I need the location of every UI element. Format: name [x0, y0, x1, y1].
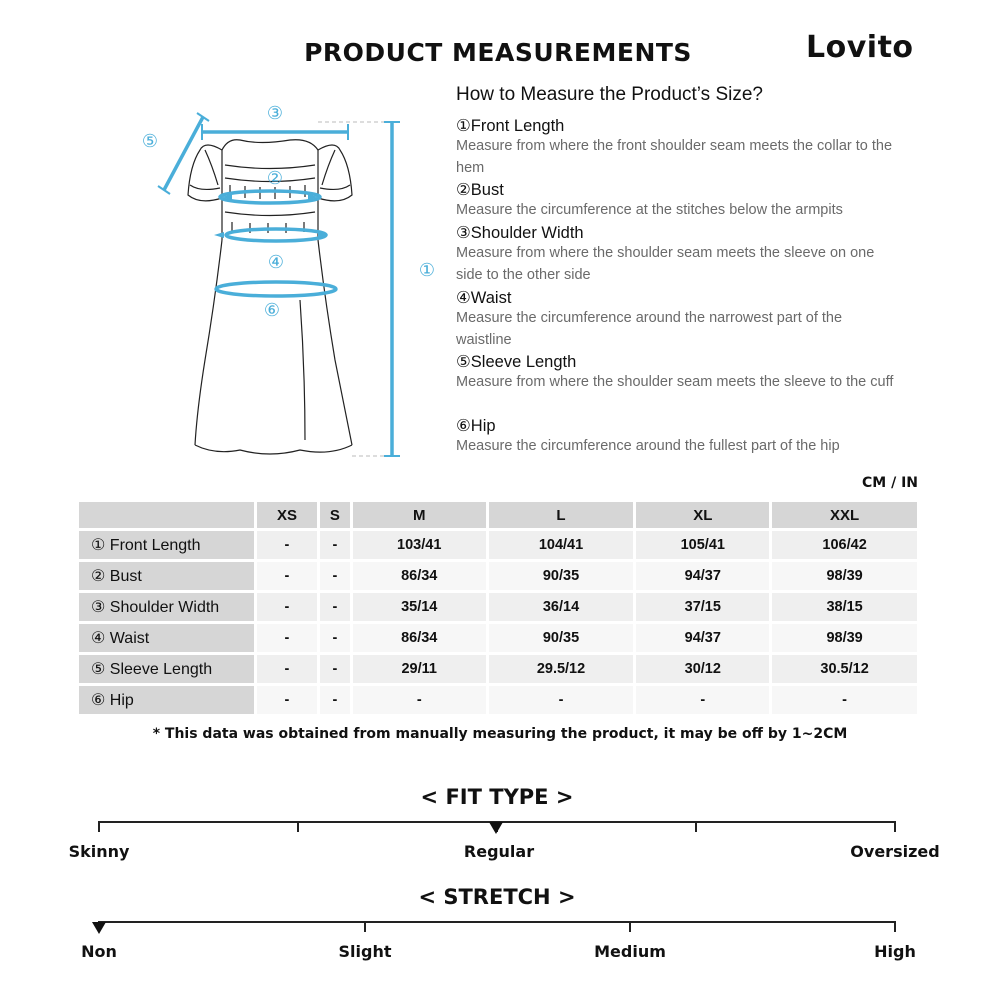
- stretch-label-slight: Slight: [338, 942, 392, 961]
- stretch-tick: [629, 921, 631, 932]
- row-label: ② Bust: [79, 562, 254, 590]
- fit-type-label-skinny: Skinny: [68, 842, 130, 861]
- table-row: [79, 686, 917, 714]
- fit-type-marker-icon: [489, 822, 503, 834]
- table-cell: 35/14: [353, 593, 486, 621]
- guide-item-name: ④Waist: [456, 289, 512, 307]
- table-row: [79, 593, 917, 621]
- table-cell: -: [320, 562, 350, 590]
- label-front-length: ①: [418, 260, 436, 281]
- table-row: [79, 624, 917, 652]
- page-title: PRODUCT MEASUREMENTS: [304, 38, 692, 67]
- row-label: ③ Shoulder Width: [79, 593, 254, 621]
- stretch-scale-line: [98, 921, 896, 923]
- table-cell: 30/12: [636, 655, 769, 683]
- table-cell: 106/42: [772, 531, 917, 559]
- guide-item-desc: Measure the circumference at the stitches below the armpits: [456, 202, 843, 218]
- brand-logo: Lovito: [806, 30, 914, 65]
- stretch-marker-icon: [92, 922, 106, 934]
- label-waist: ④: [267, 252, 285, 273]
- fit-type-title: < FIT TYPE >: [420, 785, 574, 809]
- guide-item-name: ③Shoulder Width: [456, 224, 584, 242]
- fit-type-tick: [695, 821, 697, 832]
- table-header-row: [79, 502, 917, 528]
- size-table: [76, 499, 920, 717]
- fit-type-tick: [894, 821, 896, 832]
- table-corner: [79, 502, 254, 528]
- guide-item-sleeve-length: [456, 352, 896, 394]
- table-cell: 30.5/12: [772, 655, 917, 683]
- table-cell: 86/34: [353, 562, 486, 590]
- column-header: L: [489, 502, 634, 528]
- column-header: M: [353, 502, 486, 528]
- table-cell: 105/41: [636, 531, 769, 559]
- table-cell: 90/35: [489, 624, 634, 652]
- column-header: S: [320, 502, 350, 528]
- measurement-note: * This data was obtained from manually measuring the product, it may be off by 1~2CM: [152, 726, 848, 742]
- fit-type-label-regular: Regular: [463, 842, 535, 861]
- stretch-label-high: High: [874, 942, 916, 961]
- label-bust: ②: [266, 168, 284, 189]
- table-cell: 36/14: [489, 593, 634, 621]
- units-label: CM / IN: [862, 475, 918, 491]
- guide-item-hip: [456, 416, 896, 458]
- guide-heading: How to Measure the Product’s Size?: [456, 84, 763, 105]
- table-cell: -: [772, 686, 917, 714]
- row-label: ④ Waist: [79, 624, 254, 652]
- table-cell: -: [257, 686, 317, 714]
- table-cell: -: [257, 593, 317, 621]
- table-cell: 94/37: [636, 624, 769, 652]
- table-cell: 29/11: [353, 655, 486, 683]
- table-cell: -: [320, 655, 350, 683]
- guide-item-bust: [456, 180, 896, 222]
- label-hip: ⑥: [263, 300, 281, 321]
- table-cell: -: [320, 593, 350, 621]
- stretch-tick: [894, 921, 896, 932]
- table-cell: -: [320, 686, 350, 714]
- column-header: XS: [257, 502, 317, 528]
- table-cell: 94/37: [636, 562, 769, 590]
- table-cell: 98/39: [772, 562, 917, 590]
- row-label: ⑥ Hip: [79, 686, 254, 714]
- guide-item-front-length: [456, 116, 896, 179]
- guide-item-shoulder-width: [456, 223, 896, 286]
- table-cell: 38/15: [772, 593, 917, 621]
- column-header: XL: [636, 502, 769, 528]
- row-label: ① Front Length: [79, 531, 254, 559]
- table-cell: 37/15: [636, 593, 769, 621]
- fit-type-tick: [98, 821, 100, 832]
- table-cell: -: [320, 531, 350, 559]
- row-label: ⑤ Sleeve Length: [79, 655, 254, 683]
- table-cell: 98/39: [772, 624, 917, 652]
- stretch-tick: [364, 921, 366, 932]
- table-cell: -: [257, 562, 317, 590]
- guide-item-desc: Measure from where the front shoulder seam meets the collar to the hem: [456, 138, 893, 176]
- guide-item-name: ⑤Sleeve Length: [456, 353, 577, 371]
- table-cell: -: [353, 686, 486, 714]
- table-cell: 104/41: [489, 531, 634, 559]
- stretch-label-medium: Medium: [594, 942, 666, 961]
- stretch-title: < STRETCH >: [418, 885, 576, 909]
- table-cell: 103/41: [353, 531, 486, 559]
- table-cell: -: [489, 686, 634, 714]
- table-cell: 90/35: [489, 562, 634, 590]
- table-cell: -: [257, 531, 317, 559]
- guide-item-name: ⑥Hip: [456, 417, 496, 435]
- table-cell: 29.5/12: [489, 655, 634, 683]
- label-sleeve: ⑤: [141, 131, 159, 152]
- measure-lines: [158, 113, 400, 456]
- dress-diagram: [130, 95, 440, 470]
- guide-item-desc: Measure from where the shoulder seam meets the sleeve to the cuff: [456, 374, 894, 390]
- guide-item-desc: Measure the circumference around the narrowest part of the waistline: [456, 310, 843, 348]
- fit-type-label-oversized: Oversized: [850, 842, 940, 861]
- table-row: [79, 562, 917, 590]
- column-header: XXL: [772, 502, 917, 528]
- stretch-label-non: Non: [81, 942, 117, 961]
- table-cell: -: [636, 686, 769, 714]
- table-row: [79, 655, 917, 683]
- guide-item-desc: Measure the circumference around the fullest part of the hip: [456, 438, 840, 454]
- table-cell: 86/34: [353, 624, 486, 652]
- label-shoulder: ③: [266, 103, 284, 124]
- table-cell: -: [320, 624, 350, 652]
- guide-item-waist: [456, 288, 896, 351]
- table-row: [79, 531, 917, 559]
- guide-item-desc: Measure from where the shoulder seam meets the sleeve on one side to the other side: [456, 245, 875, 283]
- fit-type-tick: [297, 821, 299, 832]
- guide-item-name: ②Bust: [456, 181, 504, 199]
- table-cell: -: [257, 624, 317, 652]
- table-cell: -: [257, 655, 317, 683]
- guide-item-name: ①Front Length: [456, 117, 565, 135]
